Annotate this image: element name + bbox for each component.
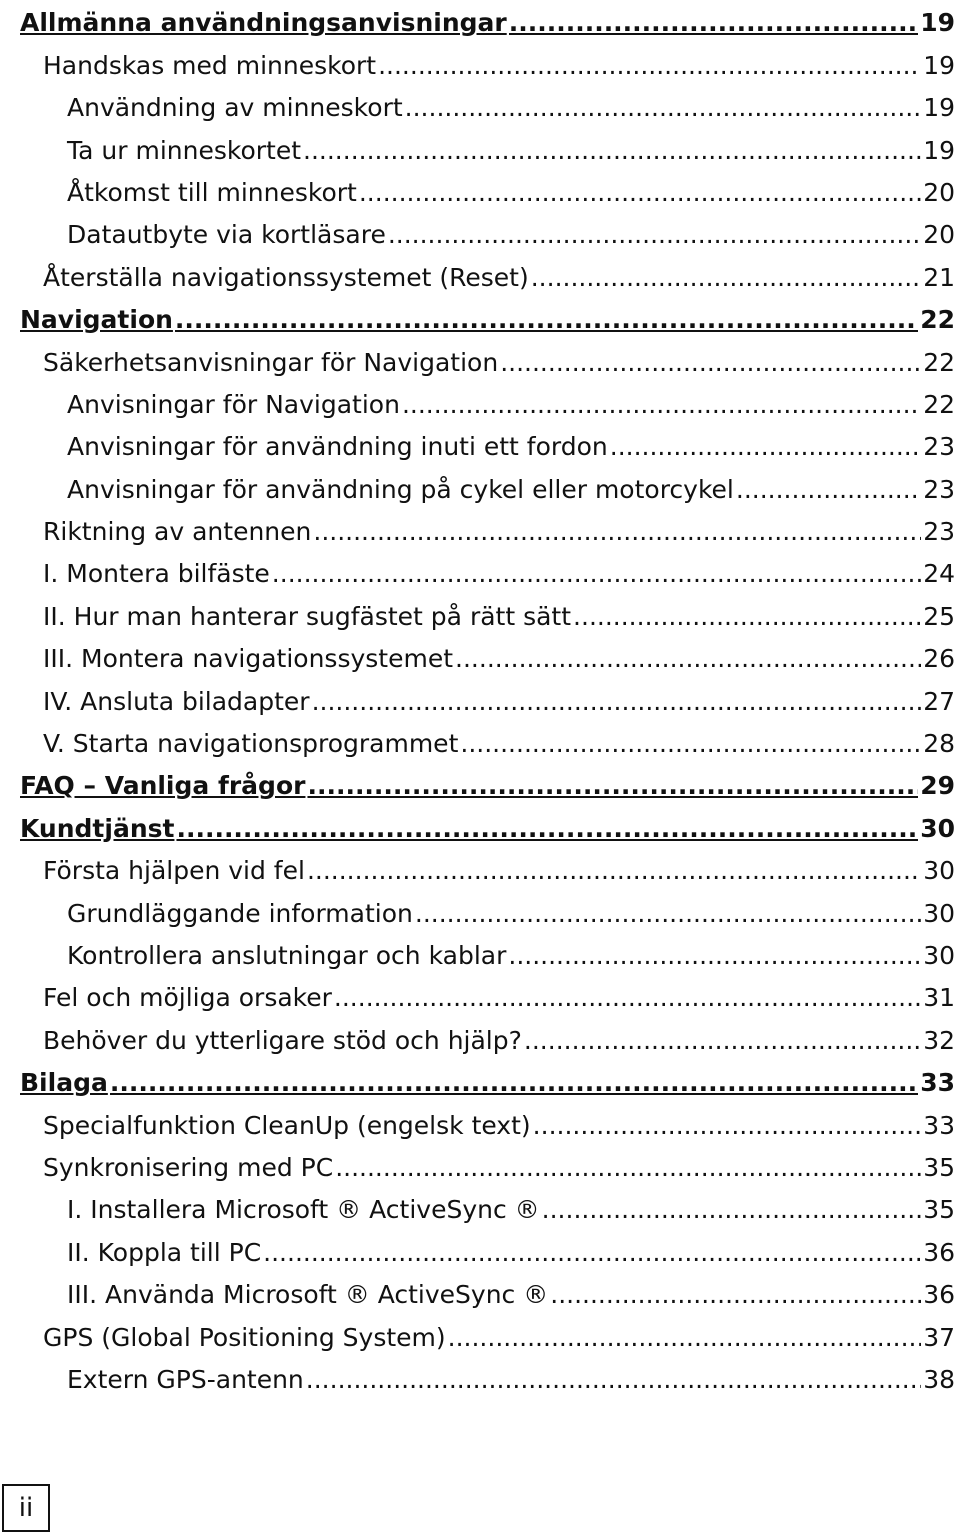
toc-entry[interactable] [20, 1314, 955, 1356]
toc-entry-page: 22 [923, 389, 955, 419]
toc-entry-page: 21 [923, 262, 955, 292]
toc-entry-title: Kontrollera anslutningar och kablar [67, 940, 507, 970]
toc-entry[interactable] [20, 509, 955, 551]
toc-entry[interactable] [20, 0, 955, 42]
toc-dot-leader [378, 51, 921, 81]
toc-dot-leader [334, 983, 921, 1013]
page-number: ii [18, 1493, 34, 1523]
toc-entry[interactable] [20, 678, 955, 720]
toc-dot-leader [303, 136, 921, 166]
toc-entry[interactable] [20, 1272, 955, 1314]
toc-dot-leader [533, 1111, 922, 1141]
toc-dot-leader [524, 1026, 921, 1056]
toc-entry-title: Behöver du ytterligare stöd och hjälp? [43, 1025, 522, 1055]
toc-entry-page: 27 [923, 686, 955, 716]
toc-entry[interactable] [20, 721, 955, 763]
toc-entry[interactable] [20, 297, 955, 339]
toc-entry-page: 36 [923, 1280, 955, 1310]
toc-dot-leader [307, 856, 921, 886]
toc-entry[interactable] [20, 848, 955, 890]
toc-entry-title: Återställa navigationssystemet (Reset) [43, 262, 529, 292]
table-of-contents [20, 0, 955, 1399]
toc-entry[interactable] [20, 1187, 955, 1229]
toc-entry[interactable] [20, 42, 955, 84]
toc-entry[interactable] [20, 1229, 955, 1271]
toc-entry[interactable] [20, 339, 955, 381]
toc-entry-title: Allmänna användningsanvisningar [20, 8, 507, 38]
toc-entry-title: V. Starta navigationsprogrammet [43, 729, 459, 759]
toc-entry-page: 19 [923, 93, 955, 123]
toc-entry-page: 28 [923, 729, 955, 759]
toc-dot-leader [531, 263, 921, 293]
toc-entry-title: Anvisningar för Navigation [67, 389, 400, 419]
toc-entry[interactable] [20, 382, 955, 424]
toc-entry-title: Bilaga [20, 1068, 108, 1098]
toc-entry-title: I. Installera Microsoft ® ActiveSync ® [67, 1195, 540, 1225]
toc-entry[interactable] [20, 466, 955, 508]
toc-dot-leader [542, 1195, 922, 1225]
toc-entry-title: II. Koppla till PC [67, 1237, 262, 1267]
toc-entry-page: 30 [920, 813, 955, 843]
toc-entry[interactable] [20, 85, 955, 127]
toc-entry-page: 19 [923, 135, 955, 165]
toc-entry-page: 25 [923, 601, 955, 631]
toc-dot-leader [359, 178, 921, 208]
toc-entry[interactable] [20, 127, 955, 169]
toc-entry[interactable] [20, 933, 955, 975]
toc-entry-page: 35 [923, 1152, 955, 1182]
toc-entry-title: Fel och möjliga orsaker [43, 983, 332, 1013]
toc-entry-title: Navigation [20, 305, 173, 335]
toc-entry-page: 19 [920, 8, 955, 38]
toc-entry-title: III. Använda Microsoft ® ActiveSync ® [67, 1280, 549, 1310]
toc-entry-title: Synkronisering med PC [43, 1152, 334, 1182]
toc-dot-leader [307, 771, 918, 801]
toc-entry-page: 35 [923, 1195, 955, 1225]
toc-entry[interactable] [20, 170, 955, 212]
toc-dot-leader [509, 8, 918, 38]
toc-entry-page: 37 [923, 1322, 955, 1352]
page-number-box [2, 1484, 50, 1532]
toc-dot-leader [176, 814, 918, 844]
toc-dot-leader [110, 1068, 918, 1098]
toc-dot-leader [455, 644, 921, 674]
toc-dot-leader [388, 220, 921, 250]
toc-entry-title: Första hjälpen vid fel [43, 856, 305, 886]
toc-dot-leader [272, 559, 921, 589]
toc-dot-leader [736, 475, 921, 505]
toc-dot-leader [312, 687, 922, 717]
toc-entry-page: 30 [923, 856, 955, 886]
toc-entry-page: 38 [923, 1364, 955, 1394]
toc-dot-leader [306, 1365, 921, 1395]
toc-entry-title: FAQ – Vanliga frågor [20, 771, 306, 801]
toc-entry-page: 30 [923, 940, 955, 970]
toc-entry-title: GPS (Global Positioning System) [43, 1322, 446, 1352]
toc-entry-title: II. Hur man hanterar sugfästet på rätt sätt [43, 601, 572, 631]
toc-dot-leader [500, 348, 921, 378]
toc-dot-leader [313, 517, 921, 547]
toc-entry[interactable] [20, 1102, 955, 1144]
toc-entry-page: 33 [923, 1110, 955, 1140]
toc-entry-page: 19 [923, 50, 955, 80]
toc-entry[interactable] [20, 890, 955, 932]
toc-entry[interactable] [20, 1060, 955, 1102]
toc-dot-leader [460, 729, 921, 759]
toc-entry[interactable] [20, 1357, 955, 1399]
toc-entry-title: Användning av minneskort [67, 93, 403, 123]
toc-entry[interactable] [20, 636, 955, 678]
toc-entry[interactable] [20, 424, 955, 466]
toc-dot-leader [405, 93, 922, 123]
toc-entry-title: Åtkomst till minneskort [67, 177, 357, 207]
toc-entry-title: Riktning av antennen [43, 517, 312, 547]
toc-entry-title: Datautbyte via kortläsare [67, 220, 386, 250]
toc-dot-leader [610, 432, 921, 462]
toc-dot-leader [550, 1280, 921, 1310]
toc-entry-title: Säkerhetsanvisningar för Navigation [43, 347, 499, 377]
toc-entry[interactable] [20, 1145, 955, 1187]
toc-dot-leader [263, 1238, 921, 1268]
toc-entry-page: 23 [923, 517, 955, 547]
toc-entry[interactable] [20, 593, 955, 635]
toc-entry-title: Grundläggande information [67, 898, 413, 928]
toc-entry-title: Anvisningar för användning på cykel eller motorcykel [67, 474, 734, 504]
toc-entry-title: III. Montera navigationssystemet [43, 644, 454, 674]
toc-entry-page: 23 [923, 474, 955, 504]
toc-dot-leader [175, 305, 918, 335]
toc-dot-leader [402, 390, 921, 420]
toc-entry[interactable] [20, 254, 955, 296]
toc-entry-title: Extern GPS-antenn [67, 1364, 304, 1394]
toc-entry[interactable] [20, 805, 955, 847]
toc-dot-leader [448, 1323, 922, 1353]
toc-entry-page: 32 [923, 1025, 955, 1055]
toc-entry-title: Anvisningar för användning inuti ett fordon [67, 432, 608, 462]
toc-entry[interactable] [20, 1017, 955, 1059]
toc-entry-title: IV. Ansluta biladapter [43, 686, 310, 716]
toc-entry-title: Kundtjänst [20, 813, 175, 843]
toc-entry-page: 22 [923, 347, 955, 377]
toc-entry-page: 30 [923, 898, 955, 928]
toc-entry-page: 36 [923, 1237, 955, 1267]
toc-entry-title: Specialfunktion CleanUp (engelsk text) [43, 1110, 531, 1140]
toc-entry[interactable] [20, 551, 955, 593]
toc-entry[interactable] [20, 975, 955, 1017]
toc-dot-leader [335, 1153, 921, 1183]
toc-entry-page: 33 [920, 1068, 955, 1098]
toc-entry-page: 23 [923, 432, 955, 462]
toc-entry-page: 20 [923, 220, 955, 250]
toc-entry-page: 26 [923, 644, 955, 674]
toc-entry-page: 31 [923, 983, 955, 1013]
toc-dot-leader [508, 941, 921, 971]
toc-entry-title: I. Montera bilfäste [43, 559, 270, 589]
toc-entry-page: 24 [923, 559, 955, 589]
toc-dot-leader [573, 602, 921, 632]
toc-entry[interactable] [20, 212, 955, 254]
toc-entry-page: 29 [920, 771, 955, 801]
toc-entry-title: Handskas med minneskort [43, 50, 377, 80]
toc-entry[interactable] [20, 763, 955, 805]
toc-entry-page: 22 [920, 305, 955, 335]
toc-entry-title: Ta ur minneskortet [67, 135, 302, 165]
toc-entry-page: 20 [923, 177, 955, 207]
toc-dot-leader [415, 899, 921, 929]
